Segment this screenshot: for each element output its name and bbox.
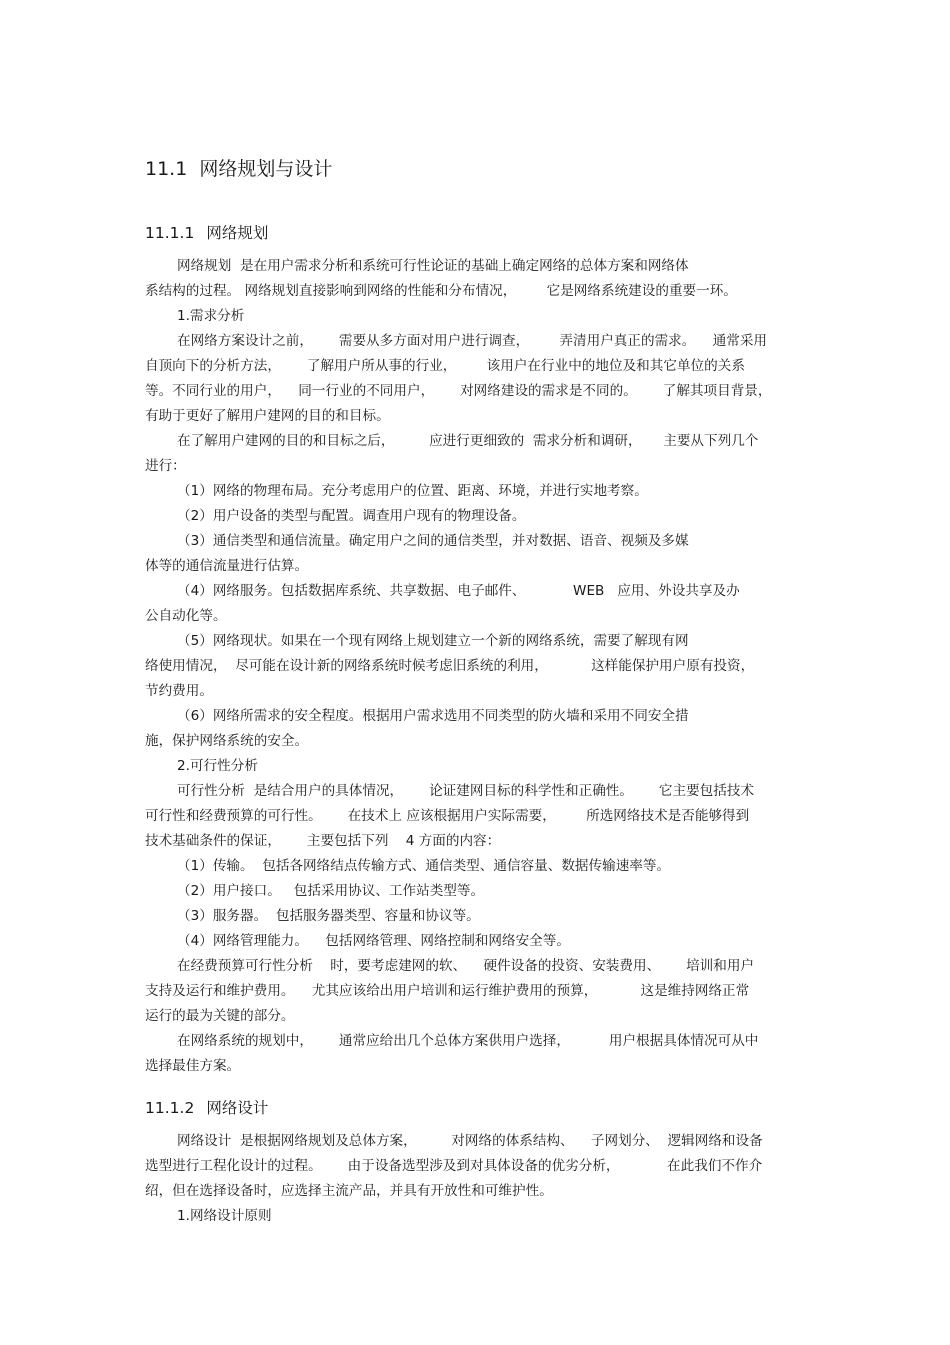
text-line: 选择最佳方案。 <box>145 1058 241 1074</box>
list-item: （1）网络的物理布局。充分考虑用户的位置、距离、环境，并进行实地考察。 <box>177 483 648 499</box>
text-line: 技术基础条件的保证， 主要包括下列 4 方面的内容： <box>145 833 501 849</box>
text-line: 在网络系统的规划中， 通常应给出几个总体方案供用户选择， 用户根据具体情况可从中 <box>177 1033 759 1049</box>
text-line: 节约费用。 <box>145 683 213 699</box>
list-item: （1）传输。 包括各网络结点传输方式、通信类型、通信容量、数据传输速率等。 <box>177 858 671 874</box>
subsection-number: 11.1.2 <box>145 1099 195 1117</box>
list-heading: 2.可行性分析 <box>177 758 258 774</box>
list-item: （2）用户设备的类型与配置。调查用户现有的物理设备。 <box>177 508 526 524</box>
list-item: （4）网络管理能力。 包括网络管理、网络控制和网络安全等。 <box>177 933 570 949</box>
text-line: 等。不同行业的用户， 同一行业的不同用户， 对网络建设的需求是不同的。 了解其项目背景， <box>145 383 772 399</box>
subsection-title: 网络设计 <box>206 1099 269 1117</box>
subsection-heading-planning <box>145 221 268 243</box>
text-line: 络使用情况， 尽可能在设计新的网络系统时候考虑旧系统的利用， 这样能保护用户原有投资， <box>145 658 755 674</box>
section-title: 网络规划与设计 <box>199 158 333 180</box>
text-line: 选型进行工程化设计的过程。 由于设备选型涉及到对具体设备的优劣分析， 在此我们不作介 <box>145 1158 763 1174</box>
text-line: 进行： <box>145 458 186 474</box>
text-line: 在经费预算可行性分析 时，要考虑建网的软、 硬件设备的投资、安装费用、 培训和用户 <box>177 958 755 974</box>
text-line: 可行性和经费预算的可行性。 在技术上 应该根据用户实际需要， 所选网络技术是否能够得到 <box>145 808 750 824</box>
text-line: 体等的通信流量进行估算。 <box>145 558 309 574</box>
subsection-number: 11.1.1 <box>145 224 195 242</box>
section-heading <box>145 154 332 181</box>
text-line: 绍，但在选择设备时，应选择主流产品，并具有开放性和可维护性。 <box>145 1183 553 1199</box>
list-heading: 1.网络设计原则 <box>177 1208 272 1224</box>
text-line: 有助于更好了解用户建网的目的和目标。 <box>145 408 390 424</box>
text-line: 可行性分析 是结合用户的具体情况， 论证建网目标的科学性和正确性。 它主要包括技术 <box>177 783 755 799</box>
text-line: 网络规划 是在用户需求分析和系统可行性论证的基础上确定网络的总体方案和网络体 <box>177 258 689 274</box>
list-item: （4）网络服务。包括数据库系统、共享数据、电子邮件、 WEB 应用、外设共享及办 <box>177 583 740 599</box>
text-line: 运行的最为关键的部分。 <box>145 1008 295 1024</box>
list-item: （3）通信类型和通信流量。确定用户之间的通信类型，并对数据、语音、视频及多媒 <box>177 533 689 549</box>
section-number: 11.1 <box>145 158 188 180</box>
text-line: 在网络方案设计之前， 需要从多方面对用户进行调查， 弄清用户真正的需求。 通常采用 <box>177 333 768 349</box>
list-item: （5）网络现状。如果在一个现有网络上规划建立一个新的网络系统，需要了解现有网 <box>177 633 689 649</box>
subsection-title: 网络规划 <box>206 224 269 242</box>
list-item: （2）用户接口。 包括采用协议、工作站类型等。 <box>177 883 485 899</box>
text-line: 网络设计 是根据网络规划及总体方案， 对网络的体系结构、 子网划分、 逻辑网络和设备 <box>177 1133 763 1149</box>
text-line: 在了解用户建网的目的和目标之后， 应进行更细致的 需求分析和调研， 主要从下列几个 <box>177 433 759 449</box>
text-line: 自顶向下的分析方法， 了解用户所从事的行业， 该用户在行业中的地位及和其它单位的关系 <box>145 358 745 374</box>
text-line: 支持及运行和维护费用。 尤其应该给出用户培训和运行维护费用的预算， 这是维持网络正常 <box>145 983 750 999</box>
list-item: （6）网络所需求的安全程度。根据用户需求选用不同类型的防火墙和采用不同安全措 <box>177 708 689 724</box>
list-heading: 1.需求分析 <box>177 308 245 324</box>
subsection-heading-design <box>145 1096 268 1118</box>
list-item: （3）服务器。 包括服务器类型、容量和协议等。 <box>177 908 480 924</box>
text-line: 施，保护网络系统的安全。 <box>145 733 309 749</box>
text-line: 公自动化等。 <box>145 608 227 624</box>
text-line: 系结构的过程。 网络规划直接影响到网络的性能和分布情况， 它是网络系统建设的重要一环。 <box>145 283 737 299</box>
